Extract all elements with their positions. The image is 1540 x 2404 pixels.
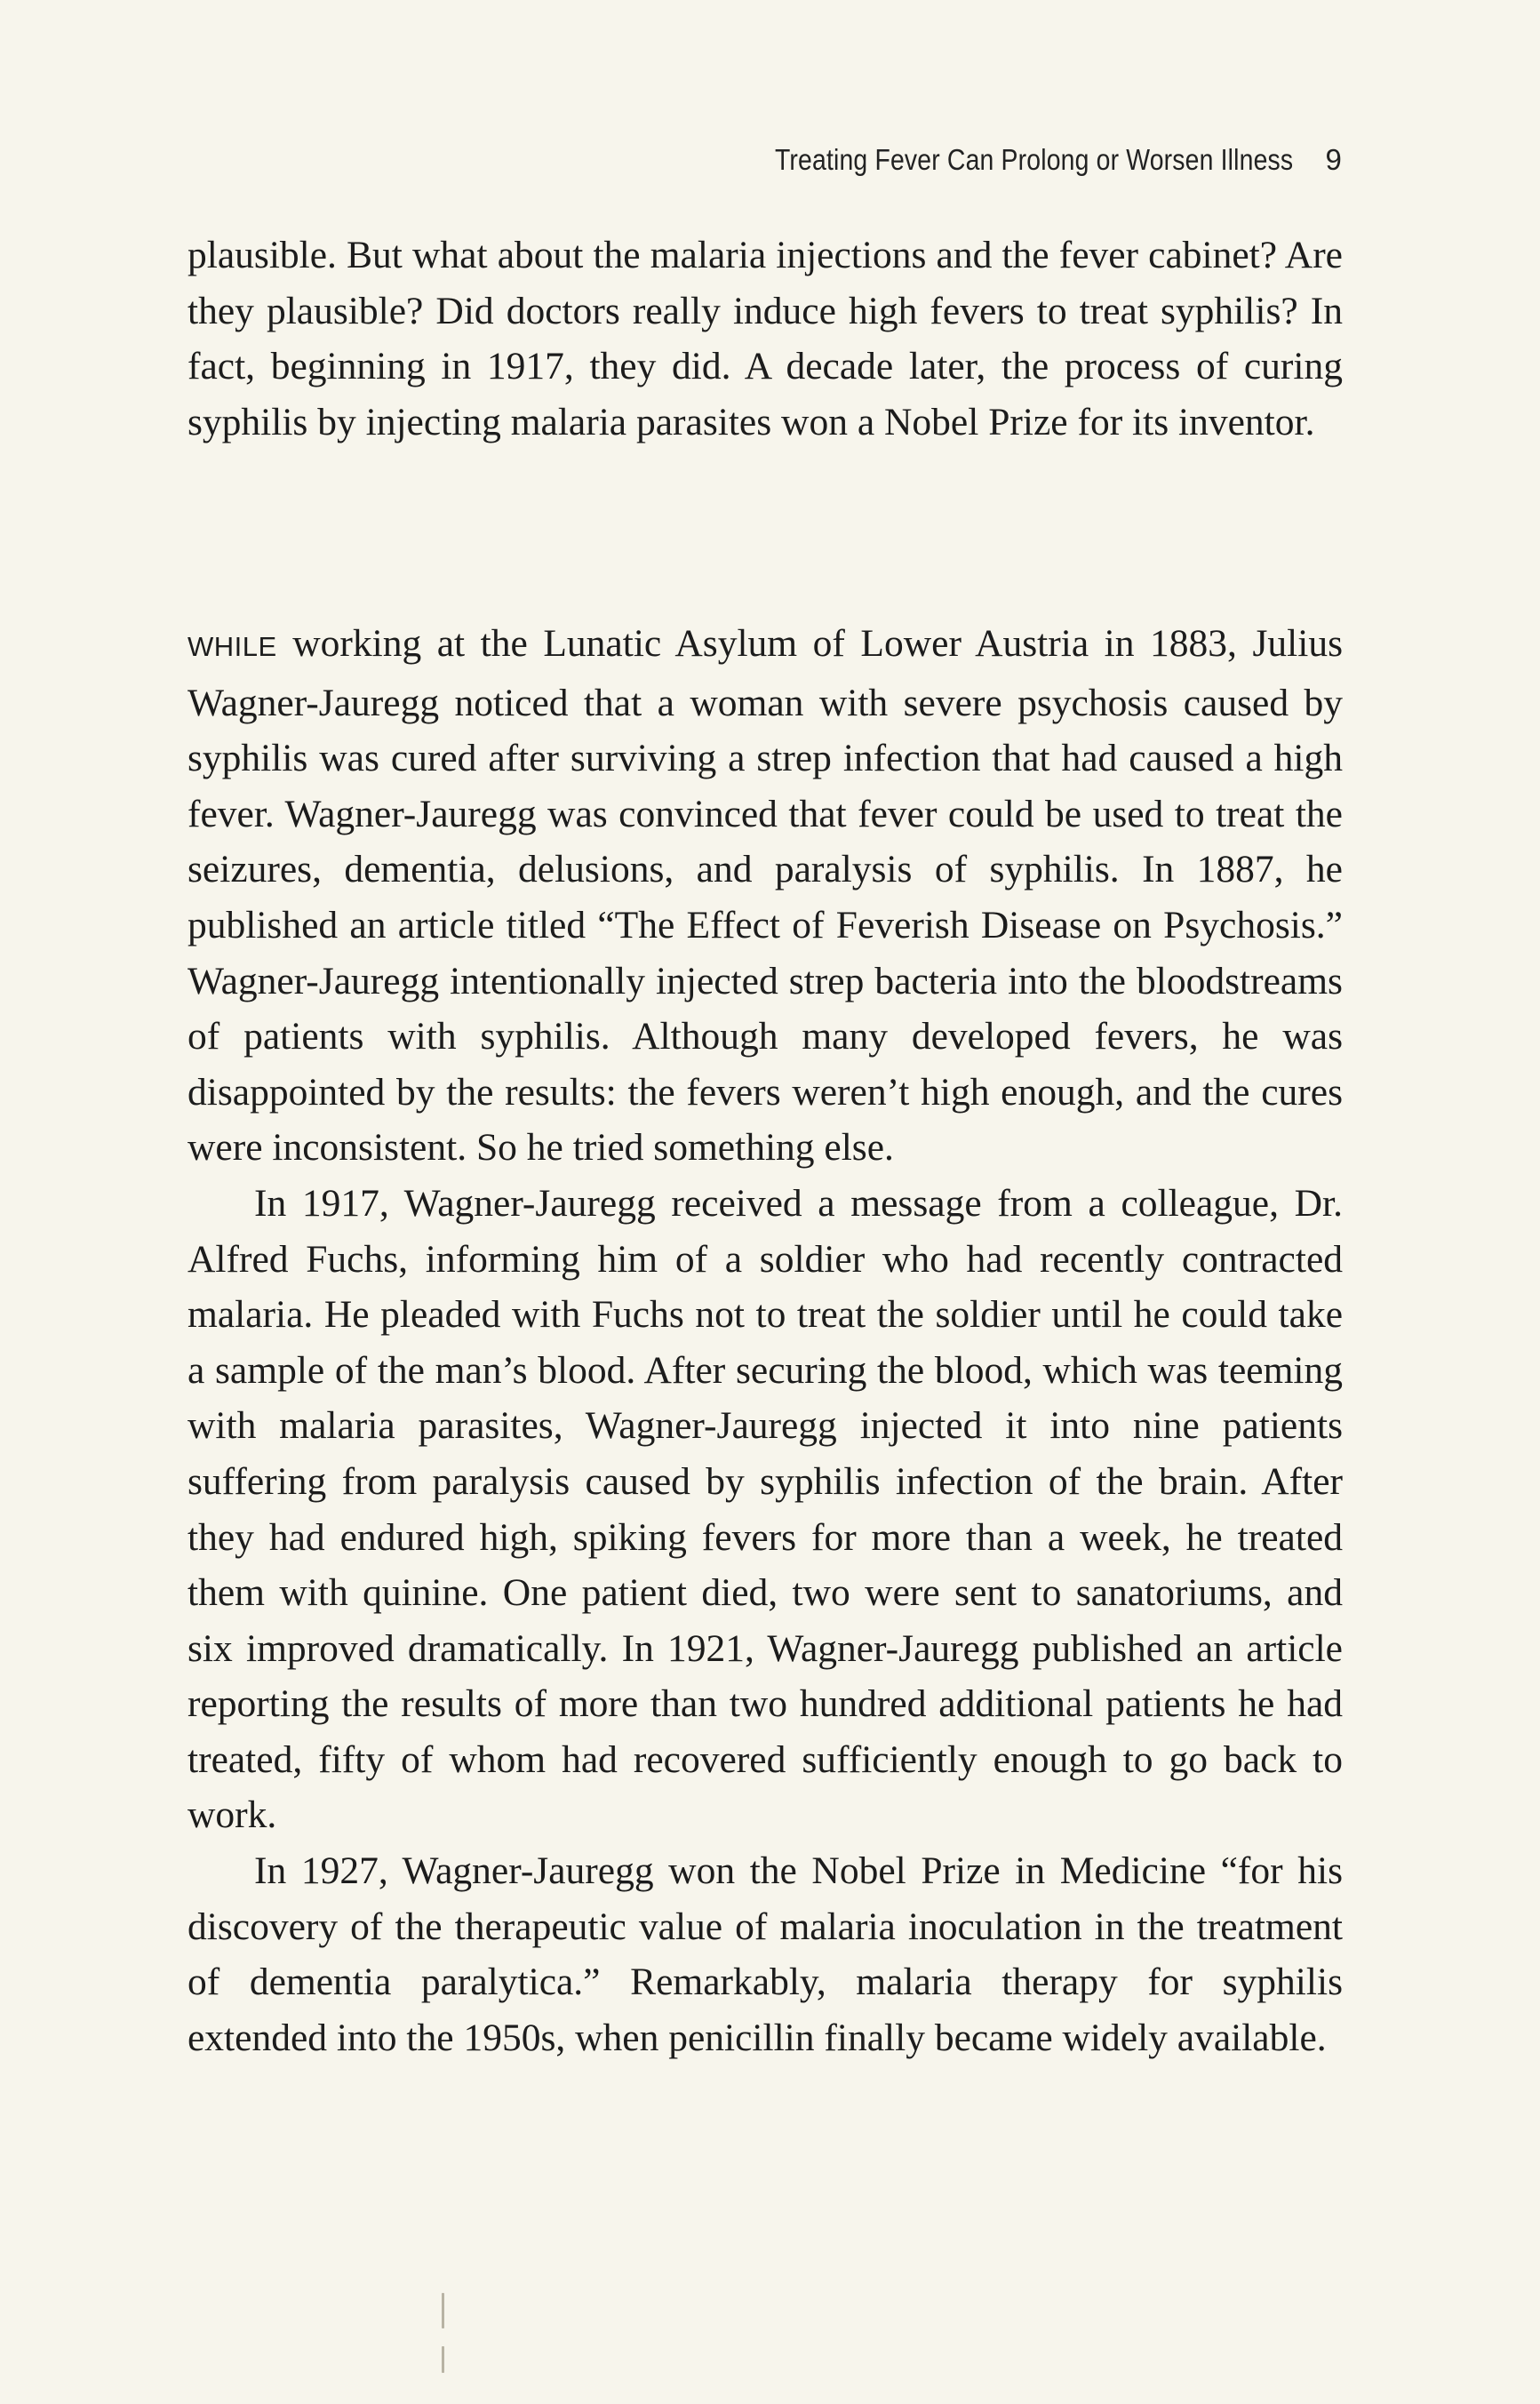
scan-speck <box>442 2346 444 2373</box>
page-number: 9 <box>1325 143 1342 176</box>
running-head-title: Treating Fever Can Prolong or Worsen Illness <box>775 143 1294 176</box>
text-block-main <box>188 616 1343 2065</box>
scan-speck <box>442 2293 444 2328</box>
text-block-top <box>188 228 1343 450</box>
running-head <box>622 133 1342 187</box>
paragraph-3: In 1917, Wagner-Jauregg received a message from a colleague, Dr. Alfred Fuchs, informing him of a soldier who had recently contracted malaria. He pleaded with Fuchs not to treat the soldier until he could take a sample of the man’s blood. After securing the blood, which was teeming with malaria parasites, Wagner-Jauregg injected it into nine patients suffering from paralysis caused by syphilis infection of the brain. After they had endured high, spiking fevers for more than a week, he treated them with quinine. One patient died, two were sent to sanatoriums, and six improved dramatically. In 1921, Wagner-Jauregg published an article reporting the results of more than two hundred additional patients he had treated, fifty of whom had recovered sufficiently enough to go back to work. <box>188 1181 1343 1837</box>
paragraph-2-text: working at the Lunatic Asylum of Lower Austria in 1883, Julius Wagner-Jauregg noticed that a woman with severe psychosis caused by syphilis was cured after surviving a strep infection that had caused a high fever. Wagner-Jauregg was convinced that fever could be used to treat the seizures, dementia, delusions, and paralysis of syphilis. In 1887, he published an article titled “The Effect of Feverish Disease on Psychosis.” Wagner-Jauregg intentionally injected strep bacteria into the bloodstreams of patients with syphilis. Although many developed fevers, he was disappointed by the results: the fevers weren’t high enough, and the cures were inconsistent. So he tried something else. <box>188 622 1343 1170</box>
section-lead-word: WHILE <box>188 631 277 662</box>
paragraph-1: plausible. But what about the malaria injections and the fever cabinet? Are they plausible? Did doctors really induce high fevers to treat syphilis? In fact, beginning in 1917, they did. A decade later, the process of curing syphilis by injecting malaria parasites won a Nobel Prize for its inventor. <box>188 234 1343 443</box>
paragraph-4: In 1927, Wagner-Jauregg won the Nobel Prize in Medicine “for his discovery of the therapeutic value of malaria inoculation in the treatment of dementia paralytica.” Remarkably, malaria therapy for syphilis extended into the 1950s, when penicillin finally became widely available. <box>188 1849 1343 2059</box>
paragraph-2 <box>188 616 1343 1176</box>
